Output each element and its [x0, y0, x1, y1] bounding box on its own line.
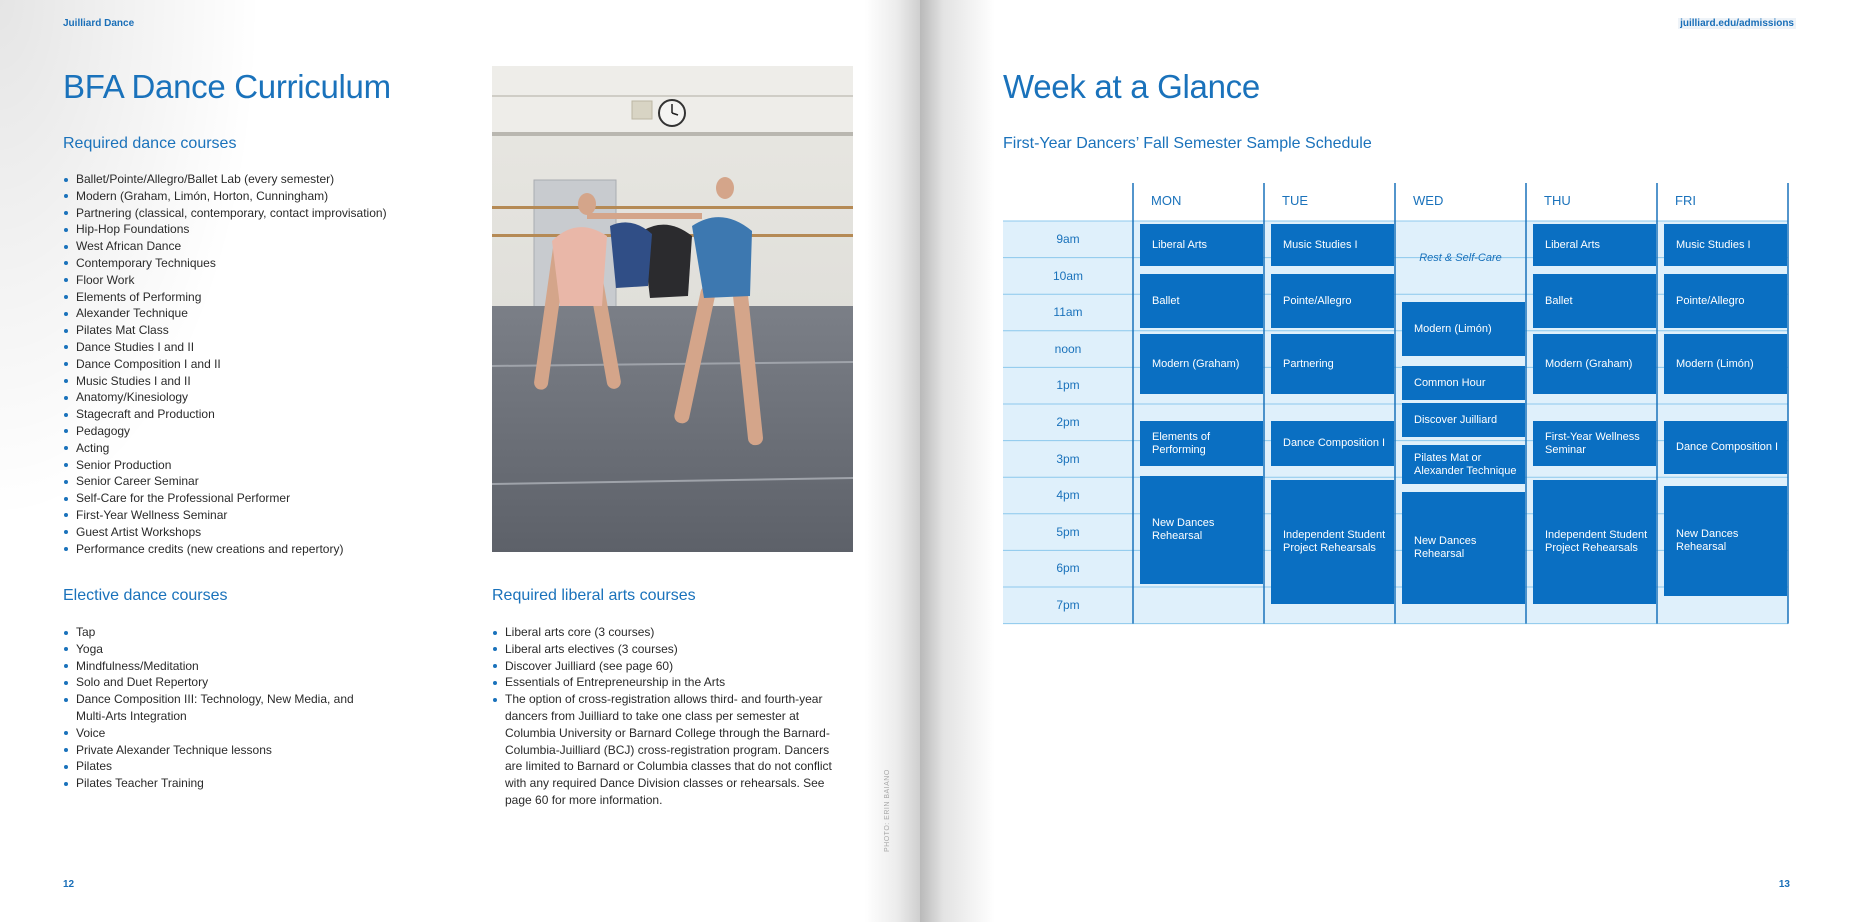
- required-course-item: Hip-Hop Foundations: [63, 221, 463, 238]
- time-label: 5pm: [1056, 524, 1080, 539]
- elective-course-item: Solo and Duet Repertory: [63, 674, 378, 691]
- schedule-block-label: Liberal Arts: [1152, 238, 1208, 251]
- required-course-item: Dance Composition I and II: [63, 356, 463, 373]
- right-page: [920, 0, 1858, 922]
- schedule-block: [1402, 366, 1525, 400]
- schedule-block: [1664, 274, 1787, 328]
- time-label: 11am: [1053, 305, 1083, 320]
- time-label: 2pm: [1056, 415, 1080, 429]
- schedule-block-label: Modern (Graham): [1152, 357, 1240, 370]
- schedule-block: [1533, 421, 1656, 466]
- schedule-block-label: Independent Student Project Rehearsals: [1283, 529, 1386, 554]
- liberal-arts-item: Liberal arts core (3 courses): [492, 624, 842, 641]
- day-header: MON: [1151, 193, 1182, 208]
- schedule-block: [1664, 334, 1787, 394]
- schedule-block: [1271, 480, 1394, 604]
- required-course-item: Guest Artist Workshops: [63, 524, 463, 541]
- schedule-block: [1271, 421, 1394, 466]
- required-course-item: Performance credits (new creations and repertory): [63, 541, 463, 558]
- schedule-block-label: Modern (Graham): [1545, 357, 1633, 370]
- schedule-block: [1664, 421, 1787, 474]
- schedule-subtitle: First-Year Dancers’ Fall Semester Sample Schedule: [1003, 135, 1372, 152]
- schedule-block-label: New Dances Rehearsal: [1414, 535, 1477, 560]
- rest-self-care-label: Rest & Self-Care: [1419, 252, 1502, 264]
- elective-dance-heading: Elective dance courses: [63, 587, 228, 604]
- schedule-block-label: Discover Juilliard: [1414, 413, 1498, 426]
- elective-course-item: Yoga: [63, 641, 378, 658]
- schedule-block: [1533, 480, 1656, 604]
- elective-course-item: Mindfulness/Meditation: [63, 658, 378, 675]
- time-label: 6pm: [1056, 561, 1080, 576]
- day-header: THU: [1544, 193, 1571, 208]
- day-header: FRI: [1675, 193, 1696, 208]
- time-label: 9am: [1056, 232, 1080, 246]
- schedule-block-label: Ballet: [1152, 294, 1180, 307]
- schedule-block-label: Dance Composition I: [1676, 441, 1779, 453]
- time-label: 7pm: [1056, 598, 1080, 612]
- day-header: TUE: [1282, 193, 1308, 208]
- schedule-block-label: New Dances Rehearsal: [1676, 528, 1739, 553]
- schedule-block-label: Modern (Limón): [1414, 322, 1492, 335]
- photo-credit: PHOTO: ERIN BAIANO: [884, 769, 891, 852]
- required-course-item: West African Dance: [63, 238, 463, 255]
- schedule-block: [1140, 224, 1263, 266]
- liberal-arts-heading: Required liberal arts courses: [492, 587, 696, 604]
- liberal-arts-item: Liberal arts electives (3 courses): [492, 641, 842, 658]
- schedule-block-label: Common Hour: [1414, 376, 1486, 389]
- required-course-item: Partnering (classical, contemporary, contact improvisation): [63, 205, 463, 222]
- schedule-block: [1271, 274, 1394, 328]
- schedule-block-label: Partnering: [1283, 357, 1334, 370]
- schedule-block-label: Dance Composition I: [1283, 437, 1386, 449]
- required-course-item: Modern (Graham, Limón, Horton, Cunningham): [63, 188, 463, 205]
- page-number-left: 12: [63, 879, 75, 890]
- liberal-arts-item: Discover Juilliard (see page 60): [492, 658, 842, 675]
- schedule-block: [1140, 334, 1263, 394]
- elective-course-item: Dance Composition III: Technology, New Media, and Multi-Arts Integration: [63, 691, 378, 725]
- schedule-block: [1140, 274, 1263, 328]
- day-header: WED: [1413, 193, 1444, 208]
- time-label: 1pm: [1056, 378, 1080, 393]
- schedule-block: [1402, 492, 1525, 604]
- required-course-item: Acting: [63, 440, 463, 457]
- required-course-item: Floor Work: [63, 272, 463, 289]
- time-label: 4pm: [1056, 488, 1080, 503]
- schedule-block-label: Pointe/Allegro: [1283, 294, 1352, 307]
- liberal-arts-item: The option of cross-registration allows third- and fourth-year dancers from Juilliard to take one class per semester at Columbia University or Barnard College through the Barnard-Columbia-Juilliard (BCJ) cross-registration program. Dancers are limited to Barnard or Columbia classes that do not conflict with any required Dance Division classes or rehearsals. See page 60 for more information.: [492, 691, 842, 809]
- running-head-right: juilliard.edu/admissions: [1680, 18, 1794, 29]
- schedule-block: [1402, 445, 1525, 484]
- schedule-block-label: Elements of Performing: [1152, 430, 1211, 456]
- required-course-item: Senior Career Seminar: [63, 473, 463, 490]
- required-course-item: Contemporary Techniques: [63, 255, 463, 272]
- dancers-photo: [492, 66, 853, 552]
- elective-course-item: Pilates: [63, 758, 378, 775]
- schedule-block-label: Music Studies I: [1283, 238, 1358, 251]
- weekly-schedule: [920, 0, 1858, 922]
- required-course-item: Alexander Technique: [63, 305, 463, 322]
- running-head-left: Juilliard Dance: [63, 18, 135, 29]
- schedule-block: [1271, 334, 1394, 394]
- schedule-block-label: New Dances Rehearsal: [1152, 517, 1215, 542]
- schedule-block: [1140, 421, 1263, 466]
- left-page: [0, 0, 920, 922]
- schedule-block: [1402, 302, 1525, 356]
- required-dance-heading: Required dance courses: [63, 135, 237, 152]
- liberal-arts-item: Essentials of Entrepreneurship in the Arts: [492, 674, 842, 691]
- required-course-item: Ballet/Pointe/Allegro/Ballet Lab (every semester): [63, 171, 463, 188]
- elective-course-item: Private Alexander Technique lessons: [63, 742, 378, 759]
- required-course-item: Anatomy/Kinesiology: [63, 389, 463, 406]
- schedule-block-label: Pointe/Allegro: [1676, 294, 1745, 307]
- elective-dance-list: [63, 624, 378, 792]
- required-course-item: Dance Studies I and II: [63, 339, 463, 356]
- page-title-right: Week at a Glance: [1003, 68, 1260, 105]
- schedule-block-label: First-Year Wellness Seminar: [1545, 430, 1640, 456]
- time-label: noon: [1054, 341, 1082, 356]
- schedule-block-label: Music Studies I: [1676, 238, 1751, 251]
- liberal-arts-list: [492, 624, 842, 809]
- schedule-block: [1533, 274, 1656, 328]
- schedule-block-label: Independent Student Project Rehearsals: [1545, 529, 1648, 554]
- required-dance-list: [63, 171, 463, 557]
- schedule-block: [1271, 224, 1394, 266]
- schedule-block-label: Liberal Arts: [1545, 238, 1601, 251]
- required-course-item: First-Year Wellness Seminar: [63, 507, 463, 524]
- schedule-block: [1664, 224, 1787, 266]
- elective-course-item: Voice: [63, 725, 378, 742]
- page-number-right: 13: [1778, 879, 1790, 890]
- time-label: 3pm: [1056, 451, 1080, 466]
- schedule-block-label: Pilates Mat or Alexander Technique: [1414, 451, 1517, 477]
- schedule-block: [1533, 334, 1656, 394]
- schedule-block: [1140, 476, 1263, 584]
- elective-course-item: Tap: [63, 624, 378, 641]
- schedule-block-label: Modern (Limón): [1676, 357, 1754, 370]
- required-course-item: Pilates Mat Class: [63, 322, 463, 339]
- required-course-item: Elements of Performing: [63, 289, 463, 306]
- schedule-block: [1402, 403, 1525, 437]
- required-course-item: Stagecraft and Production: [63, 406, 463, 423]
- required-course-item: Music Studies I and II: [63, 373, 463, 390]
- elective-course-item: Pilates Teacher Training: [63, 775, 378, 792]
- required-course-item: Self-Care for the Professional Performer: [63, 490, 463, 507]
- required-course-item: Pedagogy: [63, 423, 463, 440]
- schedule-block: [1533, 224, 1656, 266]
- time-label: 10am: [1052, 268, 1084, 283]
- page-title-left: BFA Dance Curriculum: [63, 68, 391, 105]
- required-course-item: Senior Production: [63, 457, 463, 474]
- schedule-block-label: Ballet: [1545, 294, 1573, 307]
- schedule-block: [1664, 486, 1787, 596]
